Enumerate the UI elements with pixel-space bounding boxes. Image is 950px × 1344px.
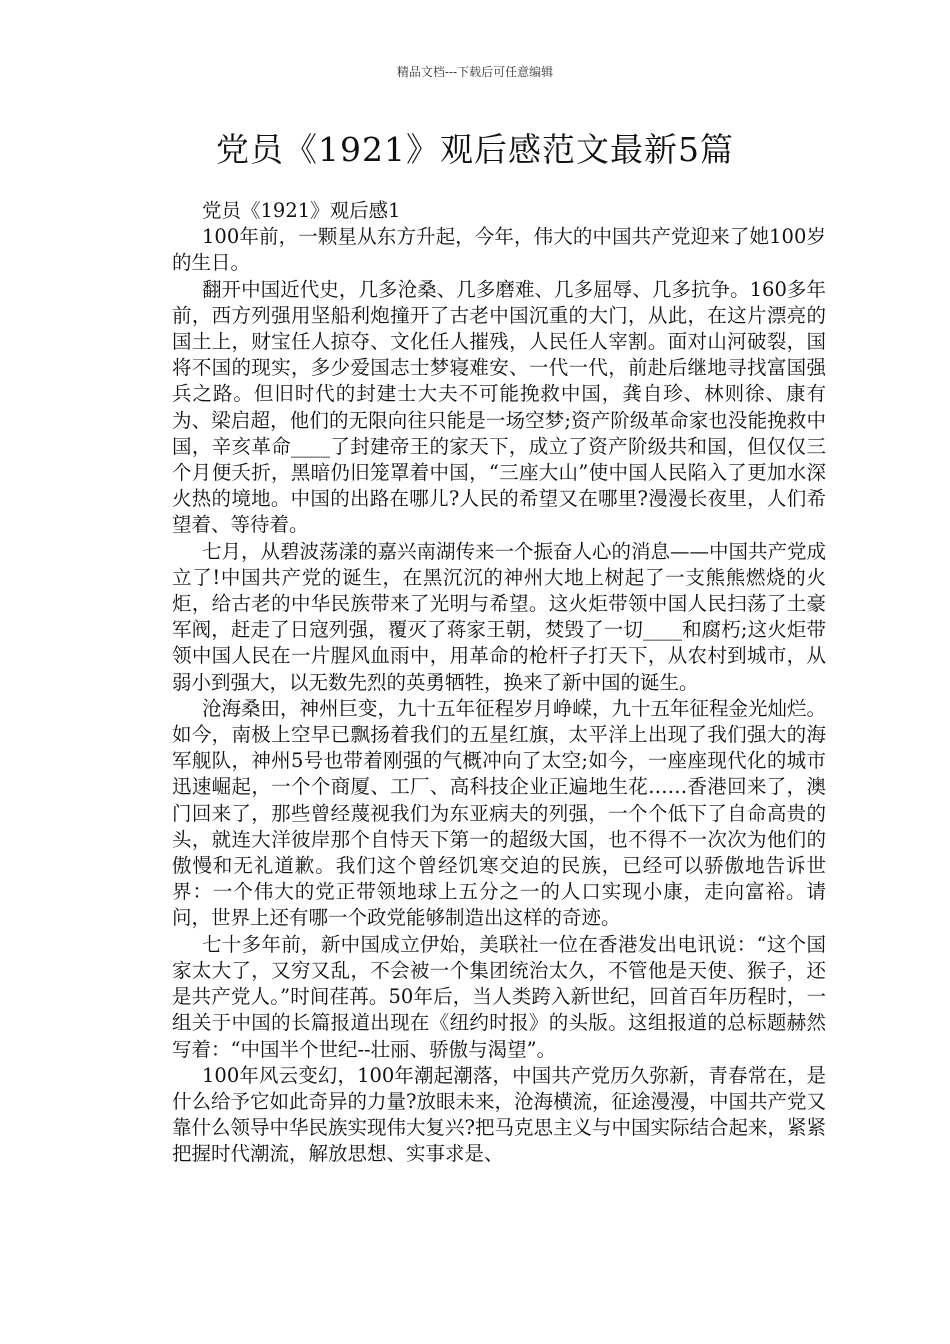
paragraph-1: 100年前，一颗星从东方升起，今年，伟大的中国共产党迎来了她100岁的生日。 xyxy=(172,225,826,275)
paragraph-2: 翻开中国近代史，几多沧桑、几多磨难、几多屈辱、几多抗争。160多年前，西方列强用坚船利炮撞开了古老中国沉重的大门，从此，在这片漂亮的国土上，财宝任人掠夺、文化任人摧残，人民任人宰割。面对山河破裂，国将不国的现实，多少爱国志士梦寝难安、一代一代，前赴后继地寻找富国强兵之路。但旧时代的封建士大夫不可能挽救中国，龚自珍、林则徐、康有为、梁启超，他们的无限向往只能是一场空梦;资产阶级革命家也没能挽救中国，辛亥革命____了封建帝王的家天下，成立了资产阶级共和国，但仅仅三个月便夭折，黑暗仍旧笼罩着中国，“三座大山”使中国人民陷入了更加水深火热的境地。中国的出路在哪儿?人民的希望又在哪里?漫漫长夜里，人们希望着、等待着。 xyxy=(172,277,826,537)
document-title: 党员《1921》观后感范文最新5篇 xyxy=(216,130,734,169)
document-body xyxy=(172,198,826,1168)
paragraph-6: 100年风云变幻，100年潮起潮落，中国共产党历久弥新，青春常在，是什么给予它如此奇异的力量?放眼未来，沧海横流，征途漫漫，中国共产党又靠什么领导中华民族实现伟大复兴?把马克思主义与中国实际结合起来，紧紧把握时代潮流，解放思想、实事求是、 xyxy=(172,1063,826,1166)
section-heading: 党员《1921》观后感1 xyxy=(202,199,401,222)
header-note: 精品文档---下载后可任意编辑 xyxy=(396,65,554,79)
paragraph-3: 七月，从碧波荡漾的嘉兴南湖传来一个振奋人心的消息——中国共产党成立了!中国共产党的诞生，在黑沉沉的神州大地上树起了一支熊熊燃烧的火炬，给古老的中华民族带来了光明与希望。这火炬带领中国人民扫荡了土豪军阀，赶走了日寇列强，覆灭了蒋家王朝，焚毁了一切____和腐朽;这火炬带领中国人民在一片腥风血雨中，用革命的枪杆子打天下，从农村到城市，从弱小到强大，以无数先烈的英勇牺牲，换来了新中国的诞生。 xyxy=(172,539,827,694)
paragraph-5: 七十多年前，新中国成立伊始，美联社一位在香港发出电讯说：“这个国家太大了，又穷又乱，不会被一个集团统治太久，不管他是天使、猴子，还是共产党人。”时间荏苒。50年后，当人类跨入新世纪，回首百年历程时，一组关于中国的长篇报道出现在《纽约时报》的头版。这组报道的总标题赫然写着：“中国半个世纪--壮丽、骄傲与渴望”。 xyxy=(172,932,826,1061)
paragraph-4: 沧海桑田，神州巨变，九十五年征程岁月峥嵘，九十五年征程金光灿烂。如今，南极上空早已飘扬着我们的五星红旗，太平洋上出现了我们强大的海军舰队，神州5号也带着刚强的气概冲向了太空;如今，一座座现代化的城市迅速崛起，一个个商厦、工厂、高科技企业正遍地生花……香港回来了，澳门回来了，那些曾经蔑视我们为东亚病夫的列强，一个个低下了自命高贵的头，就连大洋彼岸那个自恃天下第一的超级大国，也不得不一次次为他们的傲慢和无礼道歉。我们这个曾经饥寒交迫的民族，已经可以骄傲地告诉世界：一个伟大的党正带领地球上五分之一的人口实现小康，走向富裕。请问，世界上还有哪一个政党能够制造出这样的奇迹。 xyxy=(172,696,827,930)
